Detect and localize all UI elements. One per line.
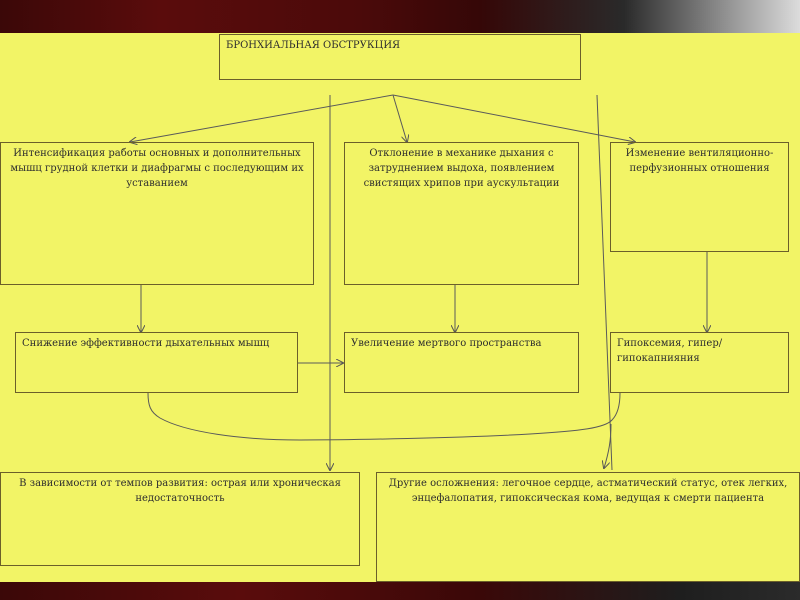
muscle-efficiency-text: Снижение эффективности дыхательных мышц xyxy=(22,338,270,349)
mechanics-text: Отклонение в механике дыхания с затруднением выдоха, появлением свистящих хрипов при аускультации xyxy=(363,148,560,189)
arrow-to-mechanics-box xyxy=(393,95,407,142)
dead-space-box xyxy=(344,332,579,393)
title-box xyxy=(219,34,581,80)
muscle-work-box xyxy=(0,142,314,285)
muscle-work-text: Интенсификация работы основных и дополнительных мышц грудной клетки и диафрагмы с последующим их уставанием xyxy=(10,148,304,189)
mechanics-box xyxy=(344,142,579,285)
ventilation-text: Изменение вентиляционно-перфузионных отношения xyxy=(625,148,774,174)
complications-text: Другие осложнения: легочное сердце, астматический статус, отек легких, энцефалопатия, гипоксическая кома, ведущая к смерти пациента xyxy=(388,478,788,504)
arrow-to-muscle-box xyxy=(130,95,393,142)
title-text: БРОНХИАЛЬНАЯ ОБСТРУКЦИЯ xyxy=(226,40,401,51)
respiratory-failure-box xyxy=(0,472,360,566)
bottom-decorative-band xyxy=(0,582,800,600)
muscle-efficiency-box xyxy=(15,332,298,393)
hypoxemia-text: Гипоксемия, гипер/гипокапнияния xyxy=(617,338,723,364)
brace-curve xyxy=(148,393,620,440)
respiratory-failure-text: В зависимости от темпов развития: острая или хроническая недостаточность xyxy=(19,478,341,504)
dead-space-text: Увеличение мертвого пространства xyxy=(351,338,542,349)
hypoxemia-box xyxy=(610,332,789,393)
complications-box xyxy=(376,472,800,582)
ventilation-box xyxy=(610,142,789,252)
